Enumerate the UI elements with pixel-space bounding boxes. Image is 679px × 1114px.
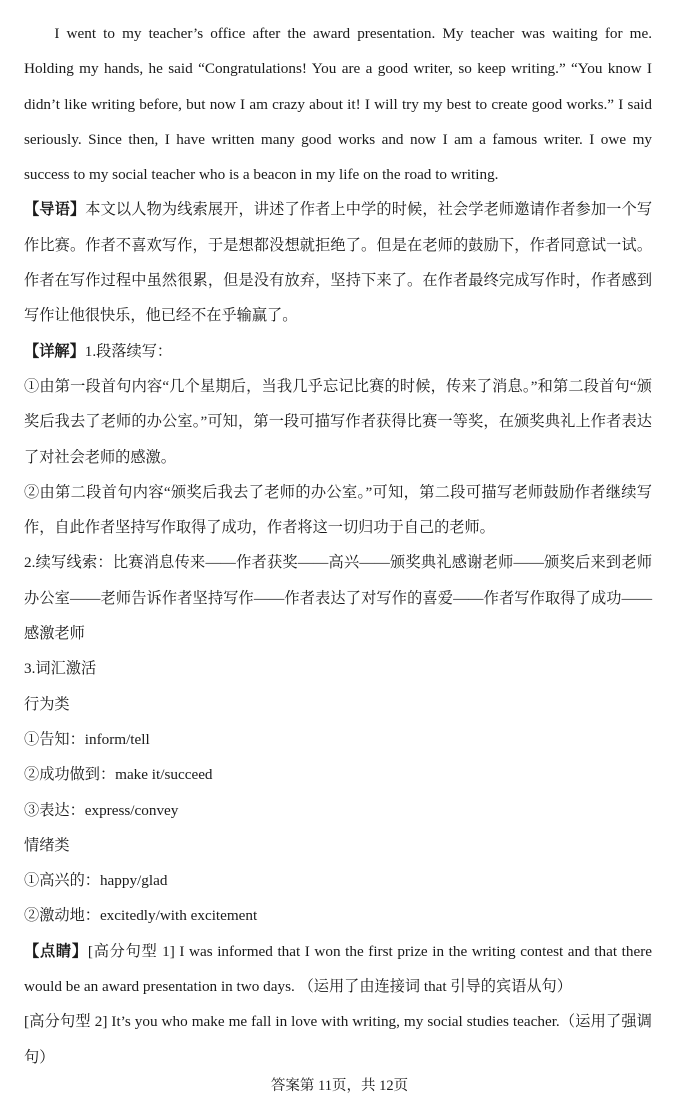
detail-text: 1.段落续写： <box>84 342 173 360</box>
highlight-sentence-2: [高分句型 2] It’s you who make me fall in love with writing, my social studies teacher.（运用了强调句） <box>24 1013 652 1066</box>
vocab-category-action: 行为类 <box>24 695 70 713</box>
highlight-paragraph <box>24 934 652 1005</box>
detail-point-1: ①由第一段首句内容“几个星期后，当我几乎忘记比赛的时候，传来了消息。”和第二段首句“颁奖后我去了老师的办公室。”可知，第一段可描写作者获得比赛一等奖，在颁奖典礼上作者表达了对社会老师的感激。 <box>24 377 652 466</box>
detail-tag: 【详解】 <box>24 342 85 360</box>
vocab-item: ③表达：express/convey <box>24 801 179 819</box>
highlight-text: [高分句型 1] I was informed that I won the first prize in the writing contest and that there would be an award presentation in two days. （运用了由连接词 that 引导的宾语从句） <box>24 942 653 996</box>
essay-paragraph: I went to my teacher’s office after the award presentation. My teacher was waiting for me. Holding my hands, he said “Congratulations! You are a good writer, so keep writing.” “You know I didn’t like writing before, but now I am crazy about it! I will try my best to create good works.” I said seriously. Since then, I have written many good works and now I am a famous writer. I owe my success to my social teacher who is a beacon in my life on the road to writing. <box>24 25 652 184</box>
clue-paragraph: 2.续写线索：比赛消息传来——作者获奖——高兴——颁奖典礼感谢老师——颁奖后来到老师办公室——老师告诉作者坚持写作——作者表达了对写作的喜爱——作者写作取得了成功——感激老师 <box>24 554 652 643</box>
intro-text: 本文以人物为线索展开，讲述了作者上中学的时候，社会学老师邀请作者参加一个写作比赛。作者不喜欢写作，于是想都没想就拒绝了。但是在老师的鼓励下，作者同意试一试。作者在写作过程中虽然很累，但是没有放弃，坚持下来了。在作者最终完成写作时，作者感到写作让他很快乐，他已经不在乎输赢了。 <box>24 201 652 325</box>
vocab-item: ①高兴的：happy/glad <box>24 872 168 890</box>
detail-heading <box>24 334 652 369</box>
document-body <box>24 16 652 1075</box>
page-footer: 答案第 11页，共 12页 <box>270 1078 409 1094</box>
vocab-category-emotion: 情绪类 <box>24 836 70 854</box>
highlight-tag: 【点睛】 <box>24 942 88 960</box>
vocab-item: ①告知：inform/tell <box>24 730 150 748</box>
vocab-item: ②成功做到：make it/succeed <box>24 766 213 784</box>
vocab-heading: 3.词汇激活 <box>24 660 97 678</box>
detail-point-2: ②由第二段首句内容“颁奖后我去了老师的办公室。”可知，第二段可描写老师鼓励作者继续写作，自此作者坚持写作取得了成功，作者将这一切归功于自己的老师。 <box>24 483 652 537</box>
intro-tag: 【导语】 <box>24 201 86 219</box>
vocab-item: ②激动地：excitedly/with excitement <box>24 907 258 925</box>
intro-paragraph <box>24 192 652 333</box>
